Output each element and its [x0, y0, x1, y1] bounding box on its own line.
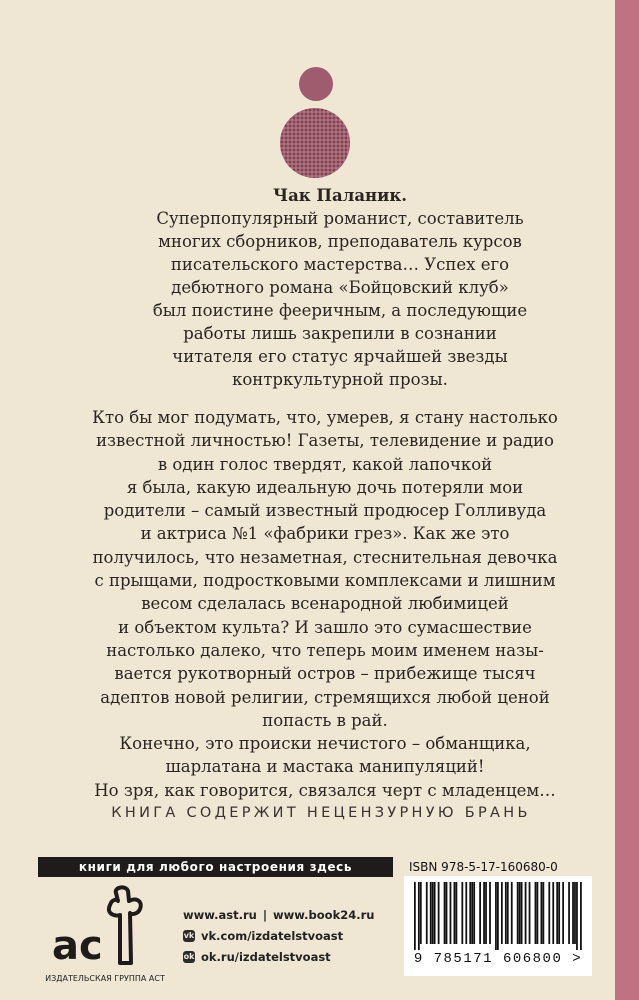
barcode-bar — [432, 882, 434, 944]
barcode-bar — [501, 882, 503, 944]
barcode-bar — [414, 882, 416, 950]
bio-line: дебютного романа «Бойцовский клуб» — [171, 278, 509, 297]
barcode-bar — [576, 882, 578, 950]
barcode-bar — [461, 882, 463, 944]
barcode-bar — [450, 882, 452, 944]
annotation-line: Но зря, как говорится, связался черт с младенцем… — [94, 780, 556, 800]
bio-line: многих сборников, преподаватель курсов — [158, 232, 522, 251]
bio-line: писательского мастерства… Успех его — [170, 255, 510, 274]
barcode-bar — [420, 882, 422, 944]
barcode-bar — [572, 882, 574, 944]
annotation-line: Конечно, это происки нечистого – обманщика, — [119, 734, 531, 754]
bio-line: читателя его статус ярчайшей звезды — [172, 347, 508, 366]
annotation-line: весом сделалась всенародной любимицей — [141, 594, 509, 614]
publisher-caption: ИЗДАТЕЛЬСКАЯ ГРУППА АСТ — [45, 974, 165, 983]
annotation-line: в один голос твердят, какой лапочкой — [157, 454, 493, 474]
barcode-bar — [540, 882, 542, 944]
promo-banner: книги для любого настроения здесь — [38, 857, 393, 877]
annotation-line: адептов новой религии, стремящихся любой ценой — [100, 687, 550, 707]
barcode-bar — [489, 882, 491, 944]
barcode-bar — [434, 882, 436, 944]
bio-line: контркультурной прозы. — [232, 370, 448, 389]
bio-line: был поистине фееричным, а последующие — [152, 301, 528, 320]
barcode-bar — [444, 882, 446, 944]
barcode-bar — [497, 882, 499, 950]
barcode-bar — [485, 882, 487, 944]
barcode-bar — [507, 882, 509, 944]
decorative-dot-small — [299, 67, 333, 101]
barcode-bar — [562, 882, 564, 944]
barcode-bar — [454, 882, 456, 944]
barcode-bar — [574, 882, 576, 944]
barcode-bar — [558, 882, 560, 944]
barcode-bar — [521, 882, 523, 944]
content-warning: КНИГА СОДЕРЖИТ НЕЦЕНЗУРНУЮ БРАНЬ — [111, 805, 531, 821]
barcode-bar — [552, 882, 554, 944]
barcode-bar — [517, 882, 519, 944]
annotation-line: Кто бы мог подумать, что, умерев, я стану настолько — [92, 408, 558, 427]
barcode-bar — [535, 882, 537, 944]
barcode-bars-icon — [414, 882, 582, 950]
ok-row — [183, 946, 374, 967]
barcode-bar — [483, 882, 485, 944]
barcode-bar — [418, 882, 420, 950]
barcode-bar — [556, 882, 558, 944]
barcode-bar — [456, 882, 458, 944]
annotation-line: и актриса №1 «фабрики грез». Как же это — [140, 524, 510, 544]
barcode-bar — [473, 882, 475, 944]
annotation-line: вается рукотворный остров – прибежище тысяч — [114, 664, 536, 684]
vk-icon: vk — [183, 930, 195, 940]
barcode-bar — [511, 882, 513, 944]
annotation-line: получилось, что незаметная, стеснительная девочка — [92, 547, 558, 567]
barcode-bar — [537, 882, 539, 944]
author-bio — [130, 184, 550, 391]
publisher-links — [183, 904, 374, 967]
barcode-bar — [568, 882, 570, 944]
barcode-bar — [469, 882, 471, 944]
ok-icon: ok — [183, 951, 195, 961]
annotation-line: с прыщами, подростковыми комплексами и лишним — [94, 571, 556, 591]
bio-line: Суперпопулярный романист, составитель — [156, 209, 524, 228]
barcode — [404, 876, 592, 976]
websites-row — [183, 904, 374, 925]
annotation-line: известной личностью! Газеты, телевидение и радио — [96, 431, 554, 451]
annotation-line: настолько далеко, что теперь моим именем назы- — [106, 640, 544, 660]
decorative-dot-halftone — [280, 108, 350, 178]
vk-row — [183, 925, 374, 946]
annotation-line: попасть в рай. — [262, 710, 388, 730]
isbn-label: ISBN 978-5-17-160680-0 — [409, 860, 558, 874]
barcode-bar — [479, 882, 481, 944]
author-name: Чак Паланик. — [273, 186, 407, 205]
ast-logo-icon — [44, 885, 164, 973]
barcode-bar — [438, 882, 440, 944]
spine-stripe — [615, 0, 639, 1000]
barcode-bar — [519, 882, 521, 944]
barcode-bar — [505, 882, 507, 944]
barcode-bar — [542, 882, 544, 944]
barcode-bar — [529, 882, 531, 944]
barcode-bar — [430, 882, 432, 944]
link-separator: | — [262, 907, 268, 922]
barcode-bar — [426, 882, 428, 944]
barcode-bar — [525, 882, 527, 944]
site-link-book24[interactable]: www.book24.ru — [273, 907, 375, 922]
annotation-line: родители – самый известный продюсер Голливуда — [103, 501, 547, 521]
barcode-bar — [580, 882, 582, 950]
ok-link[interactable]: ok.ru/izdatelstvoast — [201, 949, 331, 964]
site-link-ast[interactable]: www.ast.ru — [183, 907, 257, 922]
barcode-bar — [471, 882, 473, 944]
svg-text:ас: ас — [52, 923, 103, 969]
annotation-line: и объектом культа? И зашло это сумасшествие — [118, 617, 532, 637]
barcode-bar — [495, 882, 497, 950]
bio-line: работы лишь закрепили в сознании — [183, 324, 497, 343]
barcode-number: 9 785171 606800 > — [413, 951, 583, 967]
annotation-line: я была, какую идеальную дочь потеряли мои — [126, 477, 524, 497]
barcode-bar — [465, 882, 467, 944]
barcode-bar — [548, 882, 550, 944]
book-annotation — [60, 406, 590, 802]
barcode-bar — [446, 882, 448, 944]
annotation-line: шарлатана и мастака манипуляций! — [165, 757, 485, 777]
vk-link[interactable]: vk.com/izdatelstvoast — [201, 928, 344, 943]
